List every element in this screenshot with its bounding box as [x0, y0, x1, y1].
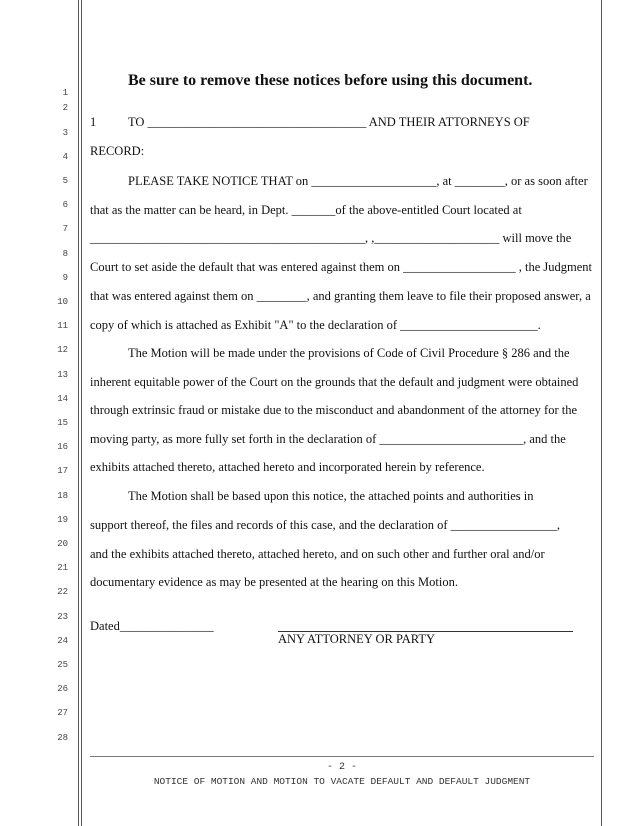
footer-rule	[90, 756, 594, 757]
line-number: 16	[57, 442, 68, 452]
line-number: 3	[62, 128, 68, 138]
line-number: 2	[62, 103, 68, 113]
signature-label: ANY ATTORNEY OR PARTY	[278, 632, 436, 646]
line-number: 15	[57, 418, 68, 428]
line-number: 8	[62, 249, 68, 259]
line-number: 18	[57, 491, 68, 501]
line-number: 10	[57, 297, 68, 307]
body-line: support thereof, the files and records of this case, and the declaration of _________________,	[90, 518, 561, 532]
line-number: 24	[57, 636, 68, 646]
line-number: 25	[57, 660, 68, 670]
page-number: - 2 -	[326, 762, 357, 773]
body-line: moving party, as more fully set forth in the declaration of _______________________, and the	[90, 432, 566, 446]
body-line: through extrinsic fraud or mistake due to the misconduct and abandonment of the attorney for the	[90, 403, 578, 417]
line-number: 28	[57, 733, 68, 743]
body-line: The Motion shall be based upon this notice, the attached points and authorities in	[128, 489, 534, 503]
body-line: and the exhibits attached thereto, attached hereto, and on such other and further oral and/or	[90, 547, 545, 561]
body-line: copy of which is attached as Exhibit "A" to the declaration of ______________________.	[90, 318, 541, 332]
line-number: 19	[57, 515, 68, 525]
line-number: 21	[57, 563, 68, 573]
body-line: documentary evidence as may be presented at the hearing on this Motion.	[90, 575, 458, 589]
body-line: The Motion will be made under the provisions of Code of Civil Procedure § 286 and the	[128, 346, 570, 360]
to-line: TO ___________________________________ AND THEIR ATTORNEYS OF	[128, 115, 530, 129]
line-number: 9	[62, 273, 68, 283]
footer-title: NOTICE OF MOTION AND MOTION TO VACATE DEFAULT AND DEFAULT JUDGMENT	[153, 776, 531, 787]
line-number: 1	[62, 88, 68, 98]
line-number: 4	[62, 152, 68, 162]
line-number: 22	[57, 587, 68, 597]
line-number: 5	[62, 176, 68, 186]
body-line: PLEASE TAKE NOTICE THAT on ____________________, at ________, or as soon after	[128, 174, 588, 188]
line-number: 27	[57, 708, 68, 718]
body-line: that as the matter can be heard, in Dept. _______of the above-entitled Court located at	[90, 203, 522, 217]
to-marker: 1	[90, 115, 97, 129]
left-margin-rule-outer	[78, 0, 79, 826]
body-line: inherent equitable power of the Court on the grounds that the default and judgment were obtained	[90, 375, 579, 389]
right-margin-rule	[601, 0, 602, 826]
line-number: 17	[57, 466, 68, 476]
record-line: RECORD:	[90, 144, 145, 158]
body-line: ____________________________________________, ,____________________ will move the	[90, 231, 572, 245]
line-number: 7	[62, 224, 68, 234]
line-number: 23	[57, 612, 68, 622]
body-line: Court to set aside the default that was entered against them on __________________ , the Judgment	[90, 260, 592, 274]
line-number: 26	[57, 684, 68, 694]
line-number: 6	[62, 200, 68, 210]
body-line: exhibits attached thereto, attached hereto and incorporated herein by reference.	[90, 460, 485, 474]
body-line: that was entered against them on ________, and granting them leave to file their proposed answer, a	[90, 289, 591, 303]
line-number: 14	[57, 394, 68, 404]
line-number: 13	[57, 370, 68, 380]
dated-field: Dated_______________	[90, 619, 214, 633]
notice-heading: Be sure to remove these notices before using this document.	[128, 72, 533, 89]
left-margin-rule-inner	[81, 0, 82, 826]
line-number: 11	[57, 321, 68, 331]
line-number: 12	[57, 345, 68, 355]
line-number: 20	[57, 539, 68, 549]
